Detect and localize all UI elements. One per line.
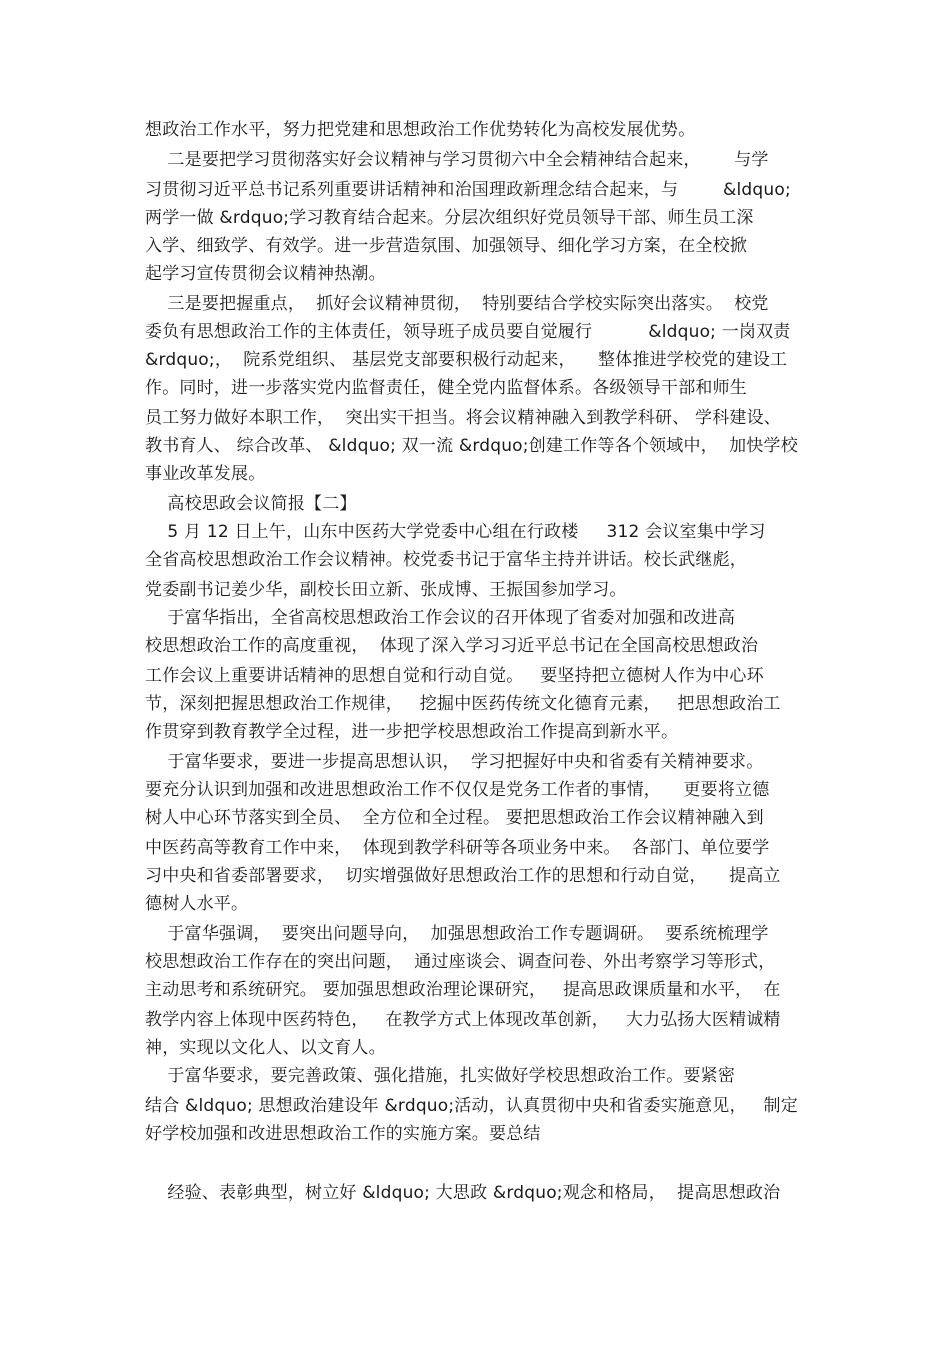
text-line: 5 月 12 日上午，山东中医药大学党委中心组在行政楼 312 会议室集中学习 [145,522,766,542]
text-line: 中医药高等教育工作中来， 体现到教学科研等各项业务中来。 各部门、单位要学 [145,838,770,858]
text-line: 教书育人、 综合改革、 &ldquo; 双一流 &rdquo;创建工作等各个领域中， 加快学校 [145,436,798,456]
text-line: 事业改革发展。 [145,464,266,484]
text-line: 工作会议上重要讲话精神的思想自觉和行动自觉。 要坚持把立德树人作为中心环 [145,666,764,686]
text-line: 经验、表彰典型，树立好 &ldquo; 大思政 &rdquo;观念和格局， 提高思想政治 [145,1183,781,1203]
text-line: 要充分认识到加强和改进思想政治工作不仅仅是党务工作者的事情， 更要将立德 [145,780,770,800]
text-line: 全省高校思想政治工作会议精神。校党委书记于富华主持并讲话。校长武继彪， [145,550,747,570]
text-line: 二是要把学习贯彻落实好会议精神与学习贯彻六中全会精神结合起来， 与学 [145,150,769,170]
text-line: 委负有思想政治工作的主体责任，领导班子成员要自觉履行 &ldquo; 一岗双责 [145,322,791,342]
text-line: 两学一做 &rdquo;学习教育结合起来。分层次组织好党员领导干部、师生员工深 [145,208,754,228]
text-line: 党委副书记姜少华，副校长田立新、张成博、王振国参加学习。 [145,580,627,600]
text-line: 习中央和省委部署要求， 切实增强做好思想政治工作的思想和行动自觉， 提高立 [145,866,781,886]
text-line: &rdquo;， 院系党组织、 基层党支部要积极行动起来， 整体推进学校党的建设工 [145,350,788,370]
text-line: 树人中心环节落实到全员、 全方位和全过程。 要把思想政治工作会议精神融入到 [145,808,764,828]
text-line: 三是要把握重点， 抓好会议精神贯彻， 特别要结合学校实际突出落实。 校党 [145,294,769,314]
text-line: 好学校加强和改进思想政治工作的实施方案。要总结 [145,1124,541,1144]
text-line: 校思想政治工作的高度重视， 体现了深入学习习近平总书记在全国高校思想政治 [145,636,759,656]
text-line: 员工努力做好本职工作， 突出实干担当。将会议精神融入到教学科研、 学科建设、 [145,408,782,428]
text-line: 结合 &ldquo; 思想政治建设年 &rdquo;活动，认真贯彻中央和省委实施意见， 制定 [145,1096,798,1116]
section-heading: 高校思政会议简报【二】 [145,494,357,514]
text-line: 节，深刻把握思想政治工作规律， 挖掘中医药传统文化德育元素， 把思想政治工 [145,694,781,714]
text-line: 于富华要求，要完善政策、强化措施，扎实做好学校思想政治工作。要紧密 [145,1066,736,1086]
text-line: 神，实现以文化人、以文育人。 [145,1038,386,1058]
text-line: 作。同时，进一步落实党内监督责任，健全党内监督体系。各级领导干部和师生 [145,378,747,398]
text-line: 想政治工作水平，努力把党建和思想政治工作优势转化为高校发展优势。 [145,120,696,140]
text-line: 于富华要求，要进一步提高思想认识， 学习把握好中央和省委有关精神要求。 [145,752,764,772]
text-line: 德树人水平。 [145,894,249,914]
text-line: 起学习宣传贯彻会议精神热潮。 [145,264,386,284]
text-line: 入学、细致学、有效学。进一步营造氛围、加强领导、细化学习方案，在全校掀 [145,236,747,256]
text-line: 教学内容上体现中医药特色， 在教学方式上体现改革创新， 大力弘扬大医精诚精 [145,1010,781,1030]
text-line: 作贯穿到教育教学全过程，进一步把学校思想政治工作提高到新水平。 [145,722,679,742]
text-line: 习贯彻习近平总书记系列重要讲话精神和治国理政新理念结合起来，与 &ldquo; [145,180,791,200]
text-line: 主动思考和系统研究。 要加强思想政治理论课研究， 提高思政课质量和水平， 在 [145,980,781,1000]
text-line: 于富华强调， 要突出问题导向， 加强思想政治工作专题调研。 要系统梳理学 [145,924,769,944]
text-line: 校思想政治工作存在的突出问题， 通过座谈会、调查问卷、外出考察学习等形式， [145,952,776,972]
text-line: 于富华指出，全省高校思想政治工作会议的召开体现了省委对加强和改进高 [145,608,736,628]
